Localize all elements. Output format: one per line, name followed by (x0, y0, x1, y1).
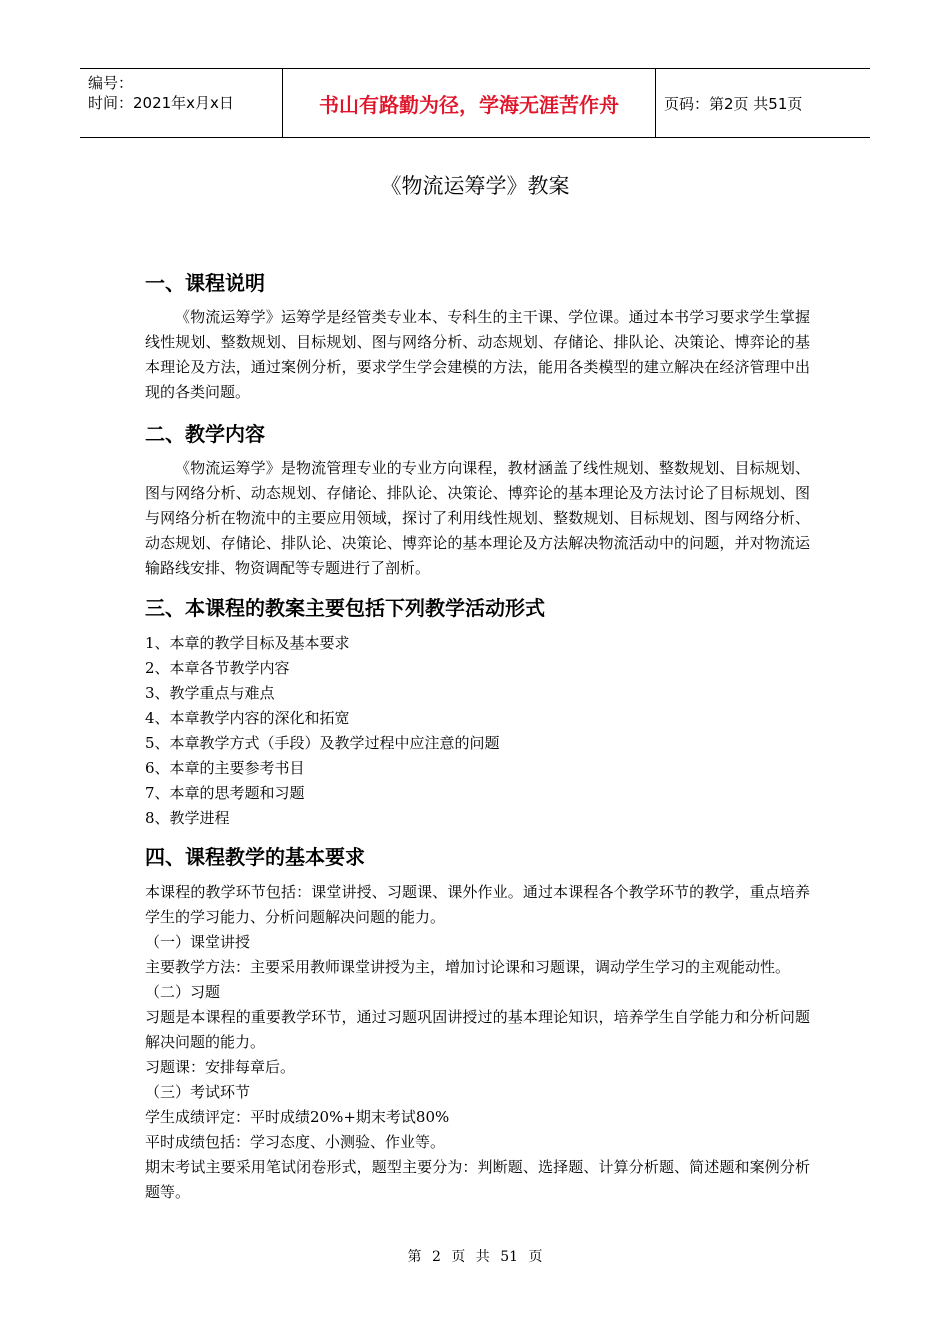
section-heading: 四、课程教学的基本要求 (145, 845, 365, 869)
exam-format: 期末考试主要采用笔试闭卷形式，题型主要分为：判断题、选择题、计算分析题、简述题和案例分析题等。 (145, 1158, 810, 1201)
subsection-body: 主要教学方法：主要采用教师课堂讲授为主，增加讨论课和习题课，调动学生学习的主观能动性。 (145, 958, 791, 976)
subsection-title: （二）习题 (145, 983, 221, 1001)
list-item: 2、本章各节教学内容 (145, 659, 290, 677)
subsection-title: （一）课堂讲授 (145, 933, 251, 951)
section-teaching-content (145, 421, 810, 581)
subsection-body: 习题是本课程的重要教学环节，通过习题巩固讲授过的基本理论知识，培养学生自学能力和分析问题解决问题的能力。 (145, 1008, 810, 1051)
list-item: 3、教学重点与难点 (145, 684, 275, 702)
list-item: 8、教学进程 (145, 809, 230, 827)
section-body: 《物流运筹学》是物流管理专业的专业方向课程，教材涵盖了线性规划、整数规划、目标规划、图与网络分析、动态规划、存储论、排队论、决策论、博弈论的基本理论及方法讨论了目标规划、图与网络分析在物流中的主要应用领域，探讨了利用线性规划、整数规划、目标规划、图与网络分析、动态规划、存储论、排队论、决策论、博弈论的基本理论及方法解决物流活动中的问题，并对物流运输路线安排、物资调配等专题进行了剖析。 (145, 459, 810, 577)
section-heading: 一、课程说明 (145, 271, 265, 295)
document-title: 《物流运筹学》教案 (380, 174, 570, 198)
list-item: 6、本章的主要参考书目 (145, 759, 305, 777)
header-info (80, 69, 282, 137)
subsection-title: （三）考试环节 (145, 1083, 251, 1101)
section-heading: 三、本课程的教案主要包括下列教学活动形式 (145, 596, 545, 620)
section-activity-forms (145, 595, 810, 831)
page-header (80, 68, 870, 138)
header-page-number: 页码：第2页 共51页 (664, 94, 803, 113)
activity-list (145, 631, 810, 831)
header-motto: 书山有路勤为径，学海无涯苦作舟 (282, 69, 656, 137)
list-item: 7、本章的思考题和习题 (145, 784, 305, 802)
grading-line: 学生成绩评定：平时成绩20%+期末考试80% (145, 1108, 450, 1126)
list-item: 5、本章教学方式（手段）及教学过程中应注意的问题 (145, 734, 500, 752)
section-heading: 二、教学内容 (145, 422, 265, 446)
requirements-intro: 本课程的教学环节包括：课堂讲授、习题课、课外作业。通过本课程各个教学环节的教学，重点培养学生的学习能力、分析问题解决问题的能力。 (145, 883, 810, 926)
section-course-description (145, 270, 810, 405)
page-footer: 第 2 页 共 51 页 (407, 1249, 543, 1265)
section-body: 《物流运筹学》运筹学是经管类专业本、专科生的主干课、学位课。通过本书学习要求学生掌握线性规划、整数规划、目标规划、图与网络分析、动态规划、存储论、排队论、决策论、博弈论的基本理论及方法，通过案例分析，要求学生学会建模的方法，能用各类模型的建立解决在经济管理中出现的各类问题。 (145, 308, 810, 401)
list-item: 1、本章的教学目标及基本要求 (145, 634, 350, 652)
grading-line: 平时成绩包括：学习态度、小测验、作业等。 (145, 1133, 446, 1151)
document-number: 编号： (88, 74, 134, 92)
section-basic-requirements (145, 844, 810, 1205)
document-date: 时间：2021年x月x日 (88, 94, 234, 112)
list-item: 4、本章教学内容的深化和拓宽 (145, 709, 350, 727)
subsection-note: 习题课：安排每章后。 (145, 1058, 296, 1076)
